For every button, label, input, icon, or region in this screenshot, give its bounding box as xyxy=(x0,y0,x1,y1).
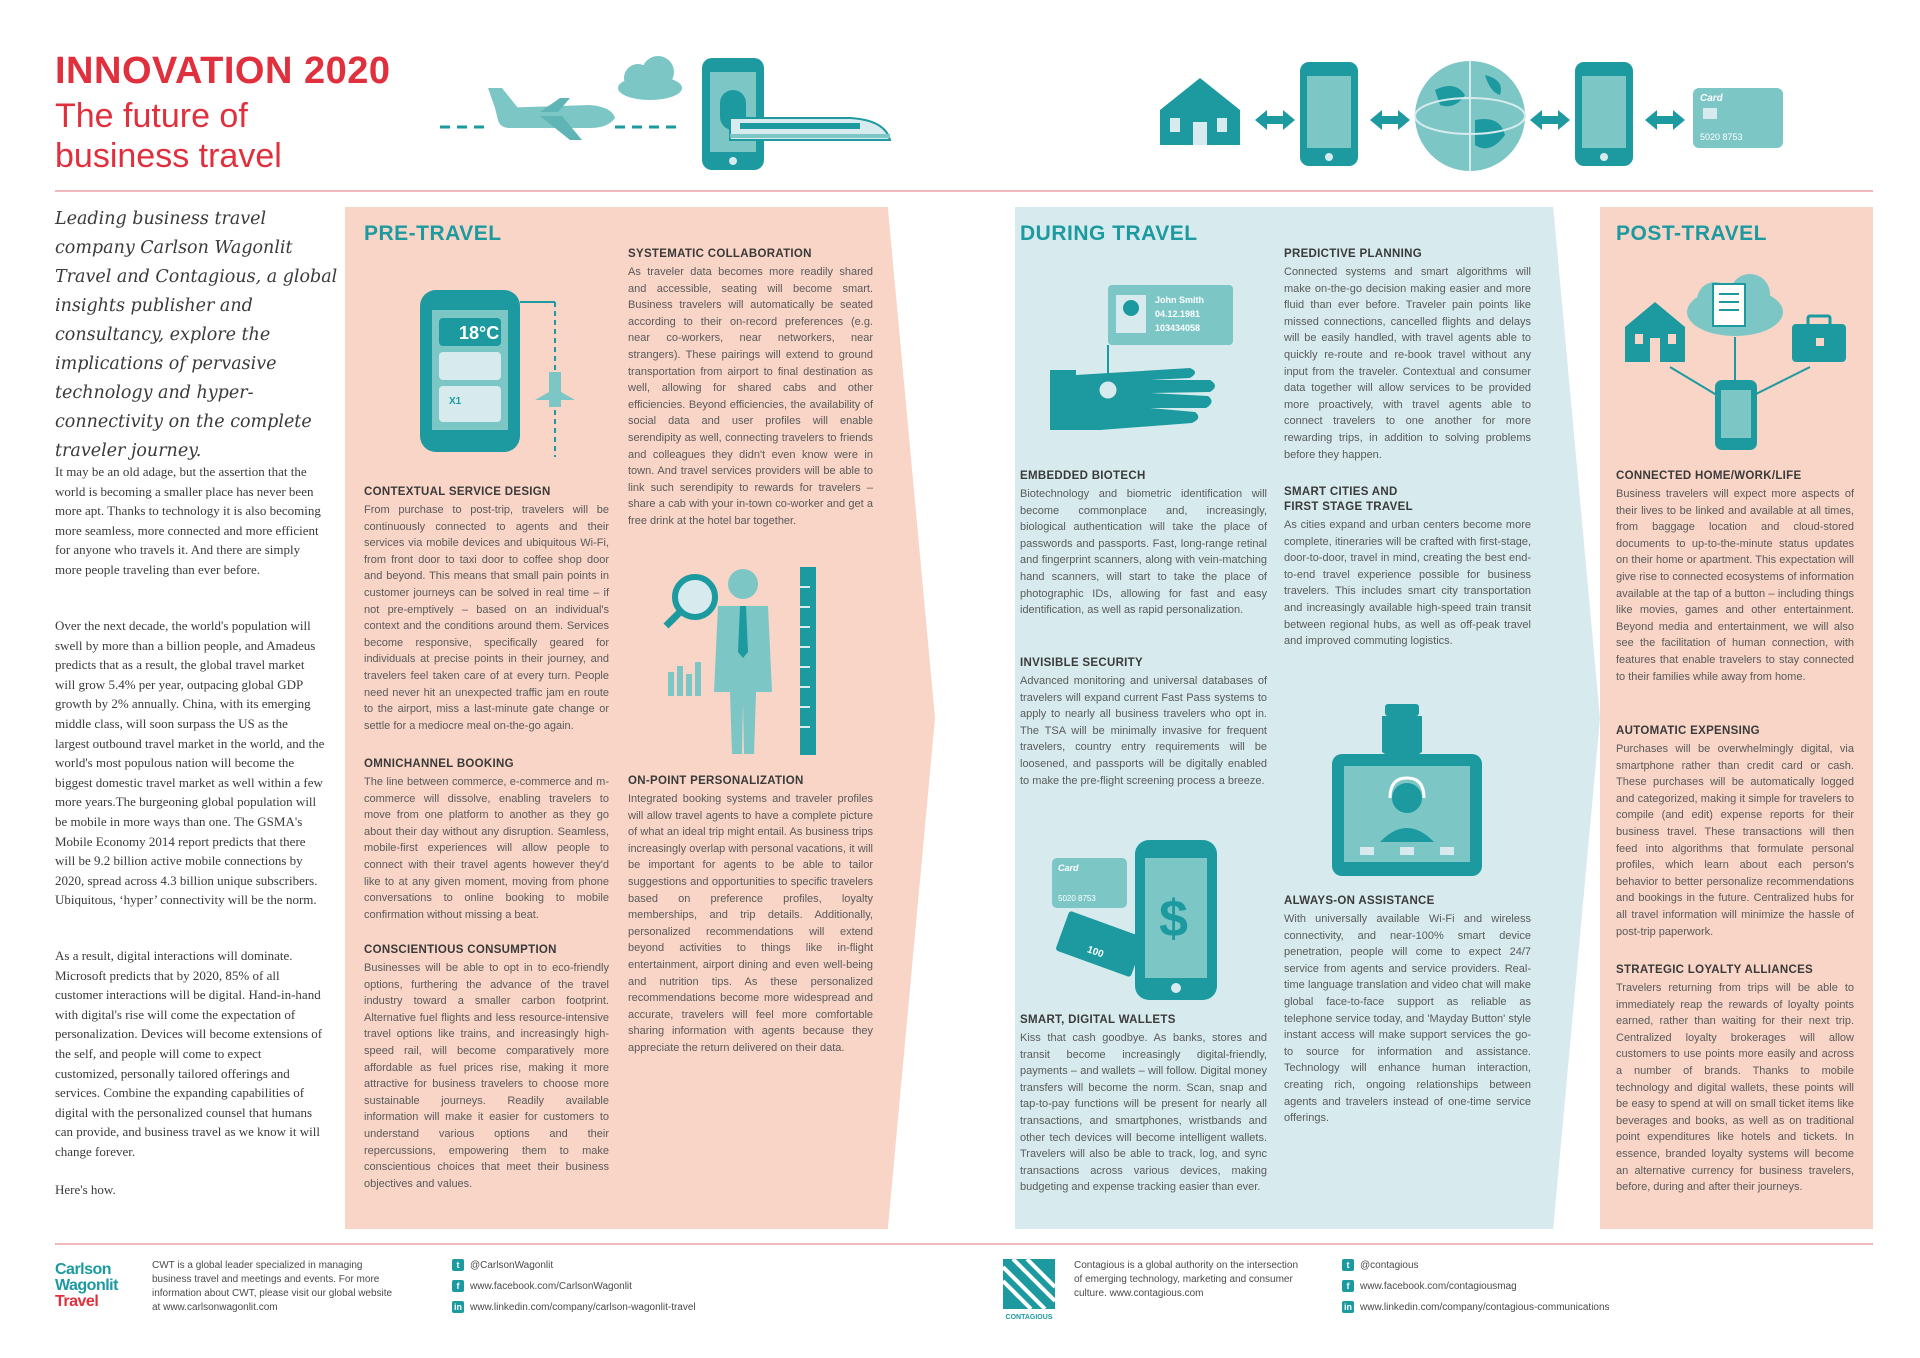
section-body: Advanced monitoring and universal databases of travelers will expand current Fast Pass systems to apply to nearly all business travelers who opt in. The TSA will be minimally invasive for frequent travelers, country entry requirements will be loosened, and passports will be digitally enabled to make the pre-flight screening process a breeze. xyxy=(1020,675,1267,787)
section-body: As traveler data becomes more readily shared and accessible, seating will become smart. Business travelers will automatically be seated according to their on-record preferences (e.g. near co-workers, near networkers, near strangers). These pairings will extend to ground transportation from airport to final destination as well, allowing for shared cabs and other efficiencies. Beyond efficiencies, the availability of social data and user profiles will enable serendipity as well, connecting travelers to friends and colleagues they didn't even know were in town. And travel services providers will be able to link such serendipity to rewards for travelers – share a cab with your in-town co-worker and get a free drink at the hotel bar together. xyxy=(628,266,873,527)
double-arrow-icon xyxy=(1370,110,1410,130)
contagious-facebook-link[interactable] xyxy=(1342,1280,1517,1292)
contagious-twitter-link[interactable] xyxy=(1342,1259,1419,1271)
id-card-number: 103434058 xyxy=(1155,323,1201,333)
card-number: 5020 8753 xyxy=(1700,132,1743,142)
cloud-icon xyxy=(618,56,682,100)
intro-paragraph: Over the next decade, the world's population will swell by more than a billion people, and Amadeus predicts that as a result, the global travel market will grow 5.4% per year, outpacing global GDP growth by 2% annually. China, with its emerging middle class, will soon surpass the US as the largest outbound travel market in the world, and the world's most populous nation will become the biggest domestic travel market as well within a few more years.The burgeoning global population will be mobile in more ways than one. The GSMA's Mobile Economy 2014 report predicts that there will be 9.2 billion active mobile connections by 2020, spread across 4.3 billion unique subscribers. Ubiquitous, ‘hyper’ connectivity will be the norm. xyxy=(55,618,325,908)
section-contextual-service-design xyxy=(364,485,609,734)
credit-card-icon xyxy=(1693,88,1783,148)
smartphone-icon xyxy=(1300,62,1358,166)
cloud-documents-icon xyxy=(1687,274,1783,336)
double-arrow-icon xyxy=(1645,110,1685,130)
digital-wallet-illustration xyxy=(1050,838,1240,1003)
contagious-logo xyxy=(1003,1259,1055,1321)
phone-x1-label: X1 xyxy=(449,396,462,407)
airplane-icon xyxy=(488,88,615,140)
social-link-label: www.facebook.com/CarlsonWagonlit xyxy=(470,1280,632,1292)
credit-card-icon xyxy=(1052,858,1127,908)
video-chat-screen-icon xyxy=(1332,754,1482,876)
intro-lead: Leading business travel company Carlson Wagonlit Travel and Contagious, a global insights publisher and consultancy, explore the implications of pervasive technology and hyper-connectivity on the complete traveler journey. xyxy=(55,209,338,461)
post-travel-title: POST-TRAVEL xyxy=(1616,222,1767,245)
intro-paragraph: As a result, digital interactions will dominate. Microsoft predicts that by 2020, 85% of all customer interactions will be digital. Hand-in-hand with digital's rise will come the expectation of personalization. Devices will become extensions of the self, and people will come to expect customized, personally tailored offerings and services. Combine the expanding capabilities of digital with the personalized counsel that humans can provide, and business travel as we know it will change forever. xyxy=(55,948,323,1159)
smartphone-ticket-icon xyxy=(702,58,764,170)
section-body: Travelers returning from trips will be able to immediately reap the rewards of loyalty points earned, rather than waiting for their next trip. Centralized loyalty brokerages will allow customers to use points more easily and across a number of brands. Thanks to mobile technology and digital wallets, these points will be easy to spend at will on small ticket items like beverages and books, as well as on traditional point expenditures like hotels and tickets. In essence, branded loyalty systems will become an alternative currency for business travelers, before, during and after their journeys. xyxy=(1616,982,1854,1194)
cwt-facebook-link[interactable] xyxy=(452,1280,632,1292)
twitter-icon: t xyxy=(1342,1259,1354,1271)
during-travel-title: DURING TRAVEL xyxy=(1020,222,1198,245)
intro-paragraph: Here's how. xyxy=(55,1182,116,1197)
section-body: The line between commerce, e-commerce and m-commerce will dissolve, enabling travelers to move from one platform to another as they go about their day without any disruption. Seamless, mobile-first experiences will allow people to connect with their travel agents however they'd like to at any given moment, moving from phone conversations to online booking to mobile confirmation without missing a beat. xyxy=(364,776,609,921)
social-link-label: @contagious xyxy=(1360,1259,1419,1271)
card-number: 5020 8753 xyxy=(1058,894,1096,903)
section-body: With universally available Wi-Fi and wireless connectivity, and near-100% smart device penetration, people will come to expect 24/7 service from agents and service providers. Real-time language translation and video chat will make global face-to-face support as reliable as telephone service today, and 'Mayday Button' style instant access will make support services the go-to source for information and assistance. Technology will enhance human interaction, creating rich, ongoing relationships between agents and travelers instead of one-time service offerings. xyxy=(1284,913,1531,1125)
header-travel-illustration xyxy=(440,50,900,180)
section-predictive-planning xyxy=(1284,247,1531,463)
section-systematic-collaboration xyxy=(628,247,873,530)
cwt-logo-line: Travel xyxy=(55,1293,99,1310)
section-heading: STRATEGIC LOYALTY ALLIANCES xyxy=(1616,964,1814,976)
magnifier-icon xyxy=(666,577,715,626)
plane-connector-icon xyxy=(520,302,575,457)
section-body: Kiss that cash goodbye. As banks, stores and transit become increasingly digital-friendly, payments – and wallets – will follow. Digital money transfers will become the norm. Scan, snap and tap-to-pay functions will be present for nearly all transactions, and smartphones, wristbands and other tech devices will become intelligent wallets. Travelers will also be able to track, log, and sync transactions across various devices, making budgeting and expense tracking easier than ever. xyxy=(1020,1032,1267,1194)
section-body: From purchase to post-trip, travelers will be continuously connected to agents and their services via mobile devices and ubiquitous Wi-Fi, from front door to taxi door to coffee shop door and beyond. This means that small pain points in customer journeys can be solved in real time – if not pre-emptively – based on an individual's context and the conditions around them. Services become responsive, specifically geared for individuals at precise points in their journey, and travelers feel taken care of at every turn. People need never hit an unexpected traffic jam en route to the airport, miss a last-minute gate change or settle for a mediocre meal on-the-go again. xyxy=(364,504,609,732)
weather-phone-icon xyxy=(420,290,520,452)
section-heading: ALWAYS-ON ASSISTANCE xyxy=(1284,895,1435,907)
section-heading: SMART CITIES AND FIRST STAGE TRAVEL xyxy=(1284,486,1413,513)
section-heading: PREDICTIVE PLANNING xyxy=(1284,248,1422,260)
bar-chart-icon xyxy=(668,662,701,696)
biometric-hand-illustration xyxy=(1040,280,1240,460)
section-body: Connected systems and smart algorithms will make on-the-go decision making easier and more fluid than ever before. Traveler pain points like missed connections, cancelled flights and delays will be easily handled, with travel agents able to quickly re-route and re-book travel without any input from the traveler. Contextual and consumer data together will allow services to be provided more proactively, with travel agents able to connect travelers to one another for more rewarding trips, in addition to solving problems before they happen. xyxy=(1284,266,1531,461)
footer-divider xyxy=(55,1243,1873,1245)
linkedin-icon: in xyxy=(1344,1302,1352,1312)
cwt-logo-line: Carlson xyxy=(55,1261,112,1278)
social-link-label: www.facebook.com/contagiousmag xyxy=(1360,1280,1517,1292)
section-body: As cities expand and urban centers become more complete, itineraries will be crafted with first-stage, door-to-door, travel in mind, creating the best end-to-end travel experience possible for business travelers. This includes smart city transportation and increasingly available high-speed train transit between regional hubs, as well as off-peak travel and improved commuting logistics. xyxy=(1284,519,1531,648)
video-assistance-illustration xyxy=(1330,702,1485,882)
briefcase-icon xyxy=(1792,316,1846,362)
section-always-on-assistance xyxy=(1284,894,1531,1127)
cwt-logo xyxy=(55,1262,135,1318)
section-smart-digital-wallets xyxy=(1020,1013,1267,1196)
section-smart-cities xyxy=(1284,485,1531,650)
section-heading: ON-POINT PERSONALIZATION xyxy=(628,775,804,787)
linkedin-icon: in xyxy=(454,1302,462,1312)
ruler-icon xyxy=(800,567,816,755)
section-heading: CONTEXTUAL SERVICE DESIGN xyxy=(364,486,551,498)
twitter-icon: t xyxy=(452,1259,464,1271)
section-body: Businesses will be able to opt in to eco-friendly options, furthering the advance of the travel industry toward a smaller carbon footprint. Alternative fuel flights and less resource-intensive travel options like trains, and increasingly high-speed rail, will become comparatively more affordable as fuel prices rise, making it more attractive for business travelers to choose more sustainable journeys. Readily available information will make it easier for customers to understand various options and their repercussions, empowering them to make conscientious choices that meet their business objectives and values. xyxy=(364,962,609,1190)
cwt-description: CWT is a global leader specialized in managing business travel and meetings and events. For more information about CWT, please visit our global website at www.carlsonwagonlit.com xyxy=(152,1260,393,1313)
globe-icon xyxy=(1415,61,1525,171)
section-automatic-expensing xyxy=(1616,724,1854,940)
section-omnichannel-booking xyxy=(364,757,609,923)
page-title: INNOVATION 2020 xyxy=(55,50,391,92)
section-on-point-personalization xyxy=(628,774,873,1057)
pre-travel-phone-illustration xyxy=(415,282,595,462)
hand-scanner-icon xyxy=(1050,368,1215,430)
facebook-icon: f xyxy=(452,1280,464,1292)
section-heading: CONNECTED HOME/WORK/LIFE xyxy=(1616,470,1802,482)
section-invisible-security xyxy=(1020,656,1267,789)
intro-paragraph: It may be an old adage, but the assertion that the world is becoming a smaller place has never been more apt. Thanks to technology it is also becoming more seamless, more connected and more efficient for anyone who travels it. And there are simply more people traveling than ever before. xyxy=(55,464,321,577)
page-subtitle: The future of business travel xyxy=(55,97,282,175)
section-heading: SMART, DIGITAL WALLETS xyxy=(1020,1014,1176,1026)
dollar-sign: $ xyxy=(1159,890,1188,948)
section-body: Purchases will be overwhelmingly digital, via smartphone rather than credit card or cash. These purchases will be automatically logged and categorized, making it simple for travelers to compile (and edit) expense reports for their business travel. These transactions will then feed into algorithms that formulate personal profiles, which learn about each person's behavior to better personalize recommendations and bookings in the future. Centralized hubs for all travel information will minimize the hassle of post-trip paperwork. xyxy=(1616,743,1854,938)
cwt-linkedin-link[interactable] xyxy=(452,1301,696,1313)
section-embedded-biotech xyxy=(1020,469,1267,619)
section-heading: CONSCIENTIOUS CONSUMPTION xyxy=(364,944,557,956)
id-card-date: 04.12.1981 xyxy=(1155,309,1201,319)
smartphone-icon xyxy=(1575,62,1633,166)
section-strategic-loyalty-alliances xyxy=(1616,963,1854,1196)
double-arrow-icon xyxy=(1255,110,1295,130)
businessman-icon xyxy=(714,569,772,754)
cwt-logo-line: Wagonlit xyxy=(55,1277,118,1294)
train-icon xyxy=(730,118,890,140)
facebook-icon: f xyxy=(1342,1280,1354,1292)
section-connected-home-work-life xyxy=(1616,469,1854,685)
card-label: Card xyxy=(1058,863,1079,873)
phone-temperature: 18°C xyxy=(459,323,500,343)
card-label: Card xyxy=(1700,93,1723,104)
house-icon xyxy=(1160,78,1240,145)
contagious-logo-label: CONTAGIOUS xyxy=(1005,1314,1053,1321)
section-body: Business travelers will expect more aspects of their lives to be linked and available at all times, from baggage location and cloud-stored documents to up-to-the-minute status updates on their home or apartment. This expectation will give rise to connected ecosystems of information available at the tap of a button – including things like movies, games and other entertainment. Beyond media and entertainment, we will also see the facilitation of human connection, with features that enable travelers to stay connected to their families while away from home. xyxy=(1616,488,1854,683)
social-link-label: @CarlsonWagonlit xyxy=(470,1259,554,1271)
cwt-twitter-link[interactable] xyxy=(452,1259,553,1271)
header-connected-illustration xyxy=(1155,50,1795,180)
smartphone-icon xyxy=(1715,380,1757,450)
pre-travel-title: PRE-TRAVEL xyxy=(364,222,502,245)
double-arrow-icon xyxy=(1530,110,1570,130)
id-card-name: John Smith xyxy=(1155,295,1204,305)
contagious-linkedin-link[interactable] xyxy=(1342,1301,1610,1313)
businessman-illustration xyxy=(660,562,840,757)
house-icon xyxy=(1625,302,1685,362)
social-link-label: www.linkedin.com/company/contagious-communications xyxy=(1360,1301,1610,1313)
section-heading: INVISIBLE SECURITY xyxy=(1020,657,1143,669)
section-heading: EMBEDDED BIOTECH xyxy=(1020,470,1146,482)
banknote-icon xyxy=(1055,911,1145,978)
header-divider xyxy=(55,190,1873,192)
section-heading: AUTOMATIC EXPENSING xyxy=(1616,725,1760,737)
social-link-label: www.linkedin.com/company/carlson-wagonlit-travel xyxy=(470,1301,696,1313)
banknote-value: 100 xyxy=(1085,944,1105,961)
contagious-description: Contagious is a global authority on the intersection of emerging technology, marketing and consumer culture. www.contagious.com xyxy=(1074,1260,1299,1299)
section-body: Integrated booking systems and traveler profiles will allow travel agents to have a complete picture of what an ideal trip might entail. As business trips increasingly overlap with personal vacations, it will be important for agents to be able to tailor suggestions and opportunities to specific travelers based on preference profiles, loyalty memberships, and trip details. Additionally, personalized recommendations will extend beyond activities to things like in-flight entertainment, airport dining and even well-being and nutrition tips. As these personalized recommendations become more widespread and accurate, travelers will feel more comfortable sharing information with agents because they appreciate the return delivered on their data. xyxy=(628,793,873,1054)
section-heading: OMNICHANNEL BOOKING xyxy=(364,758,514,770)
section-conscientious-consumption xyxy=(364,943,609,1192)
connected-life-illustration xyxy=(1620,272,1850,452)
section-body: Biotechnology and biometric identification will become commonplace and, increasingly, biological authentication will take the place of passwords and passports. Fast, long-range retinal and fingerprint scanners, along with vein-matching hand scanners, will start to take the place of photographic IDs, allowing for fast and easy identification, as well as rapid personalization. xyxy=(1020,488,1267,617)
section-heading: SYSTEMATIC COLLABORATION xyxy=(628,248,812,260)
dollar-phone-icon xyxy=(1135,840,1217,1000)
